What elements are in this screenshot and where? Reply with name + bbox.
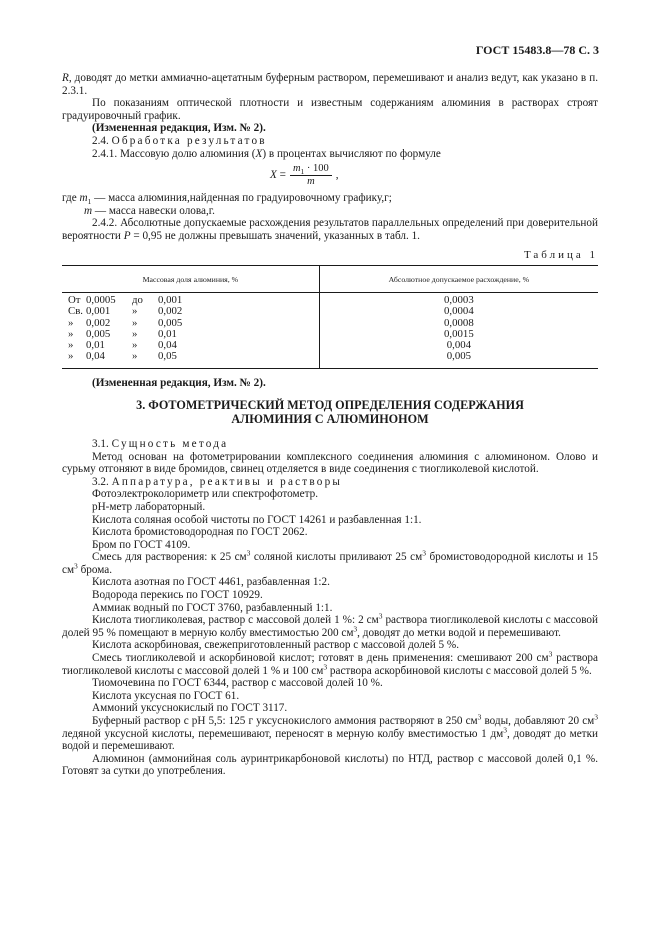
column-header-discrepancy: Абсолютное допускаемое расхождение, %: [319, 266, 598, 293]
ascorbic-acid: Кислота аскорбиновая, свежеприготовленный раствор с массовой долей 5 %.: [92, 639, 460, 652]
list-item: Водорода перекись по ГОСТ 10929.: [92, 589, 263, 602]
table-1: [62, 265, 598, 369]
paragraph-text: , доводят до метки аммиачно-ацетатным буферным раствором, перемешивают и анализ ведут, как указано в п. 2.3.1.: [62, 72, 598, 97]
page-header: ГОСТ 15483.8—78 С. 3: [475, 43, 599, 57]
var-r: R: [62, 72, 69, 84]
formula-fraction: [290, 163, 332, 188]
acid-mixture: Смесь тиогликолевой и аскорбиновой кислот; готовят в день применения: смешивают 200 $см^3$ раствора тиогликолевой кислоты с массовой долей 1 % и 100 $см^3$ раствора аскорбиновой кислоты с массовой долей 5 %.: [62, 649, 598, 677]
paragraph-calibration: По показаниям оптической плотности и известным содержаниям алюминия в растворах строят градуировочный график.: [62, 97, 598, 122]
list-item: Кислота соляная особой чистоты по ГОСТ 14261 и разбавленная 1:1.: [92, 513, 422, 526]
table-row: » 0,04 » 0,05 0,005: [62, 351, 598, 369]
table-caption: Таблица 1: [523, 248, 598, 261]
list-item: Фотоэлектроколориметр или спектрофотометр.: [92, 488, 318, 501]
where-m1: где $m_1$ — масса алюминия,найденная по градуировочному графику,г;: [62, 192, 392, 207]
table-row: От 0,0005 до 0,001 0,0003: [62, 293, 598, 307]
edition-note: (Измененная редакция, Изм. № 2).: [92, 122, 266, 135]
section-2-4-heading: 2.4. Обработка результатов: [92, 134, 267, 147]
formula: X = $\frac{m_1 \cdot 100}{m}$ ,: [270, 163, 339, 188]
formula-numerator: $m_1 \cdot 100$: [290, 163, 332, 176]
table-row: » 0,01 » 0,04 0,004: [62, 340, 598, 351]
section-3-heading: 3. ФОТОМЕТРИЧЕСКИЙ МЕТОД ОПРЕДЕЛЕНИЯ СОДЕРЖАНИЯ АЛЮМИНИЯ С АЛЮМИНОНОМ: [136, 397, 524, 426]
list-item: Кислота азотная по ГОСТ 4461, разбавленная 1:2.: [92, 576, 330, 589]
list-item: Бром по ГОСТ 4109.: [92, 538, 191, 551]
dissolving-mixture: Смесь для растворения: к 25 $см^3$ соляной кислоты приливают 25 $см^3$ бромистоводородной кислоты и 15 $см^3$ брома.: [62, 548, 599, 576]
list-item: pH-метр лабораторный.: [92, 500, 206, 513]
thioglycolic-acid: Кислота тиогликолевая, раствор с массовой долей 1 %: 2 $см^3$ раствора тиогликолевой кислоты с массовой долей 95 % помещают в мерную колбу вместимостью 200 $см^3$, доводят до метки водой и перемешивают.: [62, 611, 598, 639]
list-item: Кислота бромистоводородная по ГОСТ 2062.: [92, 526, 308, 539]
where-m: m — масса навески олова,г.: [84, 204, 215, 217]
section-3-1-heading: 3.1. Сущность метода: [92, 437, 229, 450]
buffer-solution: Буферный раствор с pH 5,5: 125 г уксуснокислого аммония растворяют в 250 $см^3$ воды, добавляют 20 $см^3$ ледяной уксусной кислоты, перемешивают, переносят в мерную колбу вместимостью 1 $дм^3$, доводят до метки водой и перемешивают.: [62, 712, 599, 753]
page-content: [62, 72, 598, 778]
column-header-mass-fraction: Массовая доля алюминия, %: [62, 266, 319, 293]
table-row: Св. 0,001 » 0,002 0,0004: [62, 306, 598, 317]
list-item: Кислота уксусная по ГОСТ 61.: [92, 689, 240, 702]
list-item: Аммоний уксуснокислый по ГОСТ 3117.: [92, 702, 288, 715]
section-3-1-text: Метод основан на фотометрировании комплексного соединения алюминия с алюминоном. Олово и сурьму отгоняют в виде бромидов, свинец отделяется в виде соединения с тиогликолевой кислотой.: [62, 450, 598, 476]
aluminon-solution: Алюминон (аммонийная соль ауринтрикарбоновой кислоты) по НТД, раствор с массовой долей 0,1 %. Готовят за сутки до употребления.: [62, 752, 598, 778]
table-header-row: [62, 266, 598, 293]
formula-denominator: m: [307, 176, 315, 188]
section-3-2-heading: 3.2. Аппаратура, реактивы и растворы: [92, 475, 343, 488]
section-2-4-1: 2.4.1. Массовую долю алюминия (X) в процентах вычисляют по формуле: [92, 147, 441, 160]
section-2-4-2: 2.4.2. Абсолютные допускаемые расхождения результатов параллельных определений при доверительной вероятности P = 0,95 не должны превышать значений, указанных в табл. 1.: [62, 217, 598, 242]
list-item: Тиомочевина по ГОСТ 6344, раствор с массовой долей 10 %.: [92, 677, 383, 690]
list-item: Аммиак водный по ГОСТ 3760, разбавленный 1:1.: [92, 601, 333, 614]
table-row: » 0,005 » 0,01 0,0015: [62, 329, 598, 340]
table-row: » 0,002 » 0,005 0,0008: [62, 318, 598, 329]
edition-note-2: (Измененная редакция, Изм. № 2).: [92, 377, 266, 390]
paragraph-continued: [62, 72, 598, 97]
